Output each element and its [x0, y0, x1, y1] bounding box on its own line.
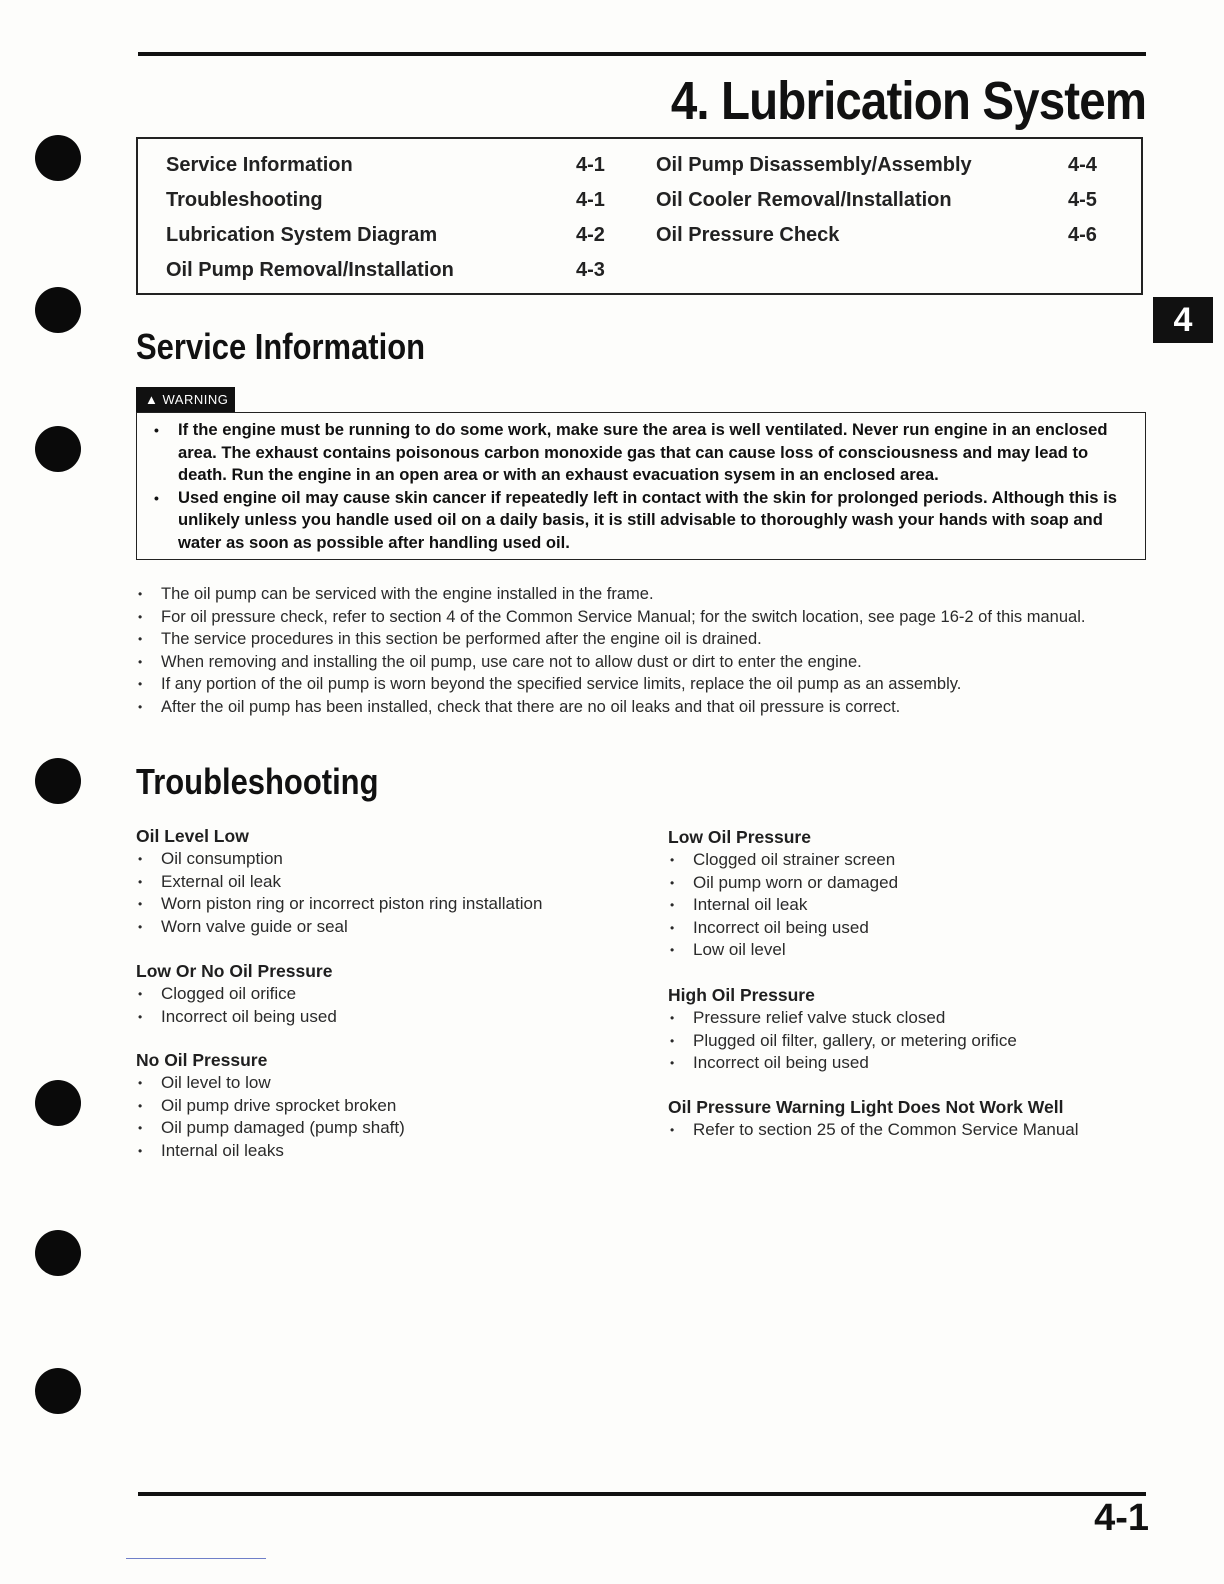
toc-entry[interactable]: [166, 256, 616, 291]
list-item: • Incorrect oil being used: [668, 917, 1158, 940]
list-item: • Oil level to low: [136, 1072, 636, 1095]
list-item: • The oil pump can be serviced with the engine installed in the frame.: [136, 583, 1148, 606]
trouble-group-title: High Oil Pressure: [668, 985, 815, 1005]
chapter-title: 4. Lubrication System: [670, 71, 1146, 131]
list-item: • Clogged oil strainer screen: [668, 849, 1158, 872]
binder-hole: [35, 1080, 81, 1126]
page-number: 4-1: [1094, 1497, 1149, 1539]
toc-entry-label: Lubrication System Diagram: [166, 224, 438, 246]
service-information-list: [136, 583, 1148, 719]
list-item: • Oil pump worn or damaged: [668, 872, 1158, 895]
list-item: • After the oil pump has been installed, check that there are no oil leaks and that oil pressure is correct.: [136, 696, 1148, 719]
toc-right-column: [656, 151, 1106, 256]
binder-hole: [35, 1368, 81, 1414]
list-item: • Internal oil leak: [668, 894, 1158, 917]
toc-entry-label: Troubleshooting: [166, 189, 323, 211]
section-tab: 4: [1153, 297, 1213, 343]
toc-entry[interactable]: [166, 221, 616, 256]
toc-entry-page: 4-1: [576, 189, 605, 211]
list-item: • If any portion of the oil pump is worn beyond the specified service limits, replace the oil pump as an assembly.: [136, 673, 1148, 696]
list-item: • Worn piston ring or incorrect piston ring installation: [136, 893, 636, 916]
list-item: • Oil pump drive sprocket broken: [136, 1095, 636, 1118]
list-item: • Clogged oil orifice: [136, 983, 636, 1006]
toc-entry-page: 4-2: [576, 224, 605, 246]
warning-tag: [136, 387, 235, 412]
footer-line: [126, 1558, 266, 1559]
toc-entry-label: Oil Pump Disassembly/Assembly: [656, 154, 972, 176]
trouble-group-title: Low Oil Pressure: [668, 827, 811, 847]
toc-left-column: [166, 151, 616, 291]
list-item: • Incorrect oil being used: [668, 1052, 1158, 1075]
toc-entry-label: Oil Pressure Check: [656, 224, 840, 246]
trouble-group-high-oil-pressure: [668, 983, 1158, 1075]
toc-entry-page: 4-1: [576, 154, 605, 176]
toc-entry[interactable]: [166, 151, 616, 186]
trouble-group-low-or-no-oil-pressure: [136, 959, 636, 1028]
list-item: • When removing and installing the oil pump, use care not to allow dust or dirt to enter the engine.: [136, 651, 1148, 674]
binder-hole: [35, 1230, 81, 1276]
troubleshooting-heading: Troubleshooting: [136, 761, 379, 802]
binder-hole: [35, 426, 81, 472]
trouble-group-oil-level-low: [136, 824, 636, 938]
warning-box: [136, 412, 1146, 560]
trouble-group-title: Low Or No Oil Pressure: [136, 961, 333, 981]
list-item: • Refer to section 25 of the Common Service Manual: [668, 1119, 1158, 1142]
toc-entry[interactable]: [656, 221, 1106, 256]
trouble-group-title: No Oil Pressure: [136, 1050, 268, 1070]
list-item: • Internal oil leaks: [136, 1140, 636, 1163]
trouble-group-title: Oil Pressure Warning Light Does Not Work Well: [668, 1097, 1064, 1117]
warning-item: • If the engine must be running to do some work, make sure the area is well ventilated. Never run engine in an enclosed area. The exhaust contains poisonous carbon monoxide gas that can cause loss of consciousness and may lead to death. Run the engine in an open area or with an exhaust evacuation sysem in an enclosed area.: [178, 419, 1131, 487]
binder-hole: [35, 758, 81, 804]
bottom-rule: [138, 1492, 1146, 1496]
toc-entry[interactable]: [166, 186, 616, 221]
trouble-group-list: [136, 848, 636, 938]
toc-entry-page: 4-5: [1068, 189, 1097, 211]
list-item: • External oil leak: [136, 871, 636, 894]
toc-entry-label: Service Information: [166, 154, 353, 176]
binder-hole: [35, 287, 81, 333]
list-item: • Low oil level: [668, 939, 1158, 962]
trouble-group-warning-light: [668, 1095, 1158, 1142]
warning-list: [137, 413, 1145, 554]
service-information-heading: Service Information: [136, 326, 426, 367]
binder-hole: [35, 135, 81, 181]
trouble-group-low-oil-pressure: [668, 825, 1158, 962]
warning-icon: ▲: [145, 392, 159, 407]
trouble-group-list: [136, 1072, 636, 1162]
list-item: • The service procedures in this section be performed after the engine oil is drained.: [136, 628, 1148, 651]
trouble-group-list: [136, 983, 636, 1028]
list-item: • Oil consumption: [136, 848, 636, 871]
list-item: • Plugged oil filter, gallery, or metering orifice: [668, 1030, 1158, 1053]
toc-entry-label: Oil Pump Removal/Installation: [166, 259, 454, 281]
list-item: • For oil pressure check, refer to section 4 of the Common Service Manual; for the switch location, see page 16-2 of this manual.: [136, 606, 1148, 629]
toc-entry-page: 4-3: [576, 259, 605, 281]
trouble-group-list: [668, 849, 1158, 962]
trouble-group-no-oil-pressure: [136, 1048, 636, 1162]
toc-entry-page: 4-4: [1068, 154, 1097, 176]
trouble-group-list: [668, 1007, 1158, 1075]
list-item: • Pressure relief valve stuck closed: [668, 1007, 1158, 1030]
trouble-group-title: Oil Level Low: [136, 826, 249, 846]
top-rule: [138, 52, 1146, 56]
warning-label: WARNING: [162, 392, 229, 407]
table-of-contents: [136, 137, 1143, 295]
list-item: • Incorrect oil being used: [136, 1006, 636, 1029]
toc-entry-page: 4-6: [1068, 224, 1097, 246]
warning-item: • Used engine oil may cause skin cancer if repeatedly left in contact with the skin for prolonged periods. Although this is unlikely unless you handle used oil on a daily basis, it is still advisable to thoroughly wash your hands with soap and water as soon as possible after handling used oil.: [178, 487, 1131, 555]
toc-entry-label: Oil Cooler Removal/Installation: [656, 189, 952, 211]
trouble-group-list: [668, 1119, 1158, 1142]
list-item: • Oil pump damaged (pump shaft): [136, 1117, 636, 1140]
toc-entry[interactable]: [656, 151, 1106, 186]
list-item: • Worn valve guide or seal: [136, 916, 636, 939]
toc-entry[interactable]: [656, 186, 1106, 221]
